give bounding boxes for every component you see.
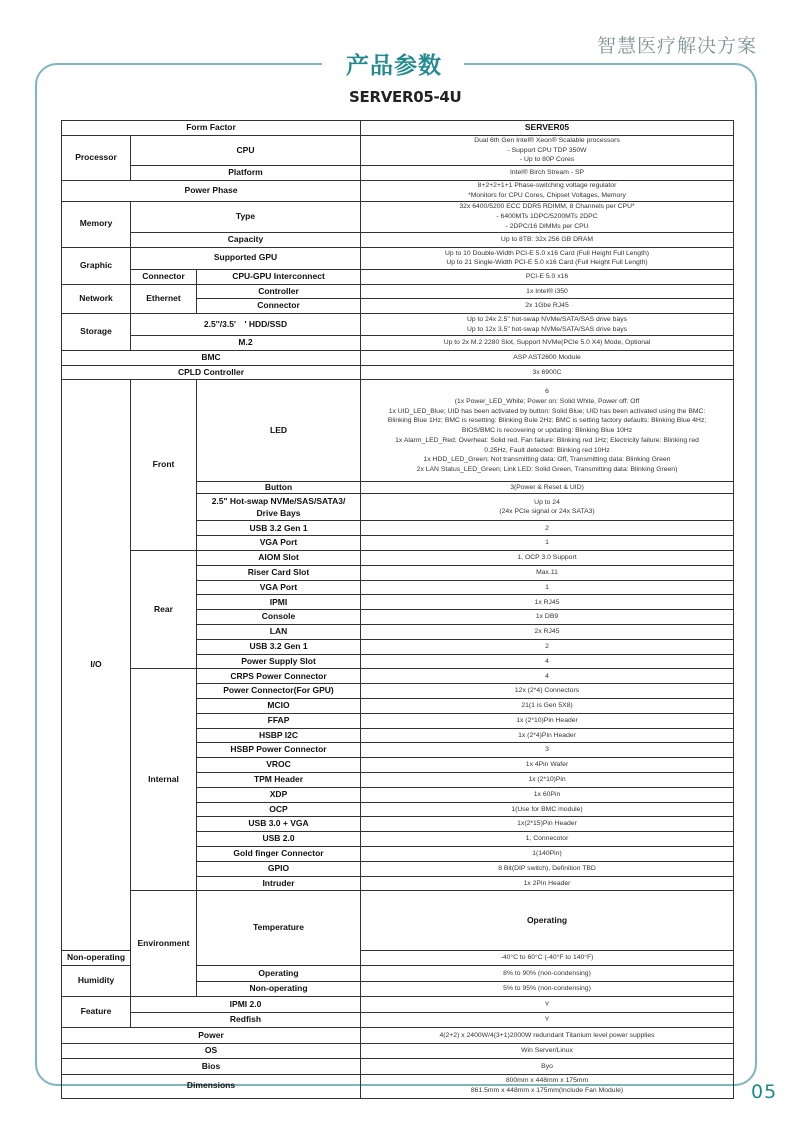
group-network: Network <box>62 284 131 314</box>
table-row <box>62 350 734 365</box>
table-row <box>62 314 734 336</box>
internal-label: HSBP I2C <box>197 728 361 743</box>
label-capacity: Capacity <box>131 232 361 247</box>
value-line: 8+2+2+1+1 Phase-switching voltage regulator <box>477 182 617 190</box>
internal-value: 8 Bit(DIP switch), Definition TBD <box>361 861 734 876</box>
rear-label: IPMI <box>197 595 361 610</box>
value-front-vga: 1 <box>361 536 734 551</box>
table-row <box>62 1043 734 1059</box>
value-bios: Byo <box>361 1059 734 1075</box>
value-line: (24x PCIe signal or 24x SATA3) <box>499 508 595 516</box>
value-line: 1x HDD_LED_Green; Not transmitting data: Off, Transmitting data: Blinking Green <box>423 456 671 464</box>
value-ipmi: Y <box>361 997 734 1013</box>
label-m2: M.2 <box>131 336 361 351</box>
rear-label: Riser Card Slot <box>197 565 361 580</box>
table-header-row <box>62 121 734 136</box>
table-row <box>62 284 734 299</box>
label-dimensions: Dimensions <box>62 1074 361 1098</box>
value-line: BIOS/BMC is recovering or updating: Blinking Blue 10Hz <box>461 427 633 435</box>
value-line: 861.5mm x 448mm x 175mm(Include Fan Module) <box>470 1087 624 1095</box>
model-title: SERVER05-4U <box>349 88 462 106</box>
value-line: *Monitors for CPU Cores, Chipset Voltages, Memory <box>468 191 626 199</box>
spec-table <box>61 120 734 1099</box>
value-line: Up to 21 Single-Width PCI-E 5.0 x16 Card (Full Height Full Length) <box>446 259 648 267</box>
internal-label: MCIO <box>197 699 361 714</box>
group-storage: Storage <box>62 314 131 351</box>
value-line: 1x Alarm_LED_Red; Overheat: Solid red, Fan failure: Blinking red 1Hz; Electricity failure: Blinking red <box>395 436 699 444</box>
label-connector: Connector <box>131 269 197 284</box>
value-line: Up to 12x 3.5" hot-swap NVMe/SATA/SAS drive bays <box>466 325 628 333</box>
internal-value: 1x(2*15)Pin Header <box>361 817 734 832</box>
value-memory-type <box>361 201 734 232</box>
value-hum-non-operating: 5% to 95% (non-condensing) <box>361 981 734 997</box>
group-processor: Processor <box>62 136 131 181</box>
value-line: - Up to 80P Cores <box>519 156 575 164</box>
table-row <box>62 380 734 482</box>
internal-label: FFAP <box>197 713 361 728</box>
internal-label: TPM Header <box>197 773 361 788</box>
label-bmc: BMC <box>62 350 361 365</box>
internal-label: HSBP Power Connector <box>197 743 361 758</box>
value-line: 6 <box>545 388 549 396</box>
label-cpu-gpu-interconnect: CPU-GPU Interconnect <box>197 269 361 284</box>
section-title: 产品参数 <box>346 53 442 79</box>
value-controller: 1x Intel® i350 <box>361 284 734 299</box>
rear-value: 2 <box>361 639 734 654</box>
rear-value: 1 <box>361 580 734 595</box>
value-net-connector: 2x 1Gbe RJ45 <box>361 299 734 314</box>
table-row <box>62 365 734 380</box>
value-temp-non-operating: -40°C to 60°C (-40°F to 140°F) <box>361 950 734 966</box>
internal-value: 21(1 is Gen 5X8) <box>361 699 734 714</box>
internal-value: 1, Connecotor <box>361 832 734 847</box>
label-hum-operating: Operating <box>197 966 361 982</box>
group-environment: Environment <box>131 891 197 997</box>
rear-value: 2x RJ45 <box>361 625 734 640</box>
label-power: Power <box>62 1028 361 1044</box>
label-cpu: CPU <box>131 136 361 166</box>
label-led: LED <box>197 380 361 482</box>
value-line: - Support CPU TDP 350W <box>507 146 587 154</box>
table-row <box>62 1059 734 1075</box>
rear-label: LAN <box>197 625 361 640</box>
internal-value: 1x 60Pin <box>361 787 734 802</box>
value-line: 2x LAN Status_LED_Green; Link LED: Solid Green, Transmitting data: Blinking Green) <box>416 465 678 473</box>
table-row <box>62 180 734 201</box>
internal-value: 1x (2*10)Pin Header <box>361 713 734 728</box>
value-drive-bays <box>361 494 734 521</box>
value-line: Up to 24x 2.5" hot-swap NVMe/SATA/SAS drive bays <box>466 315 628 323</box>
label-redfish: Redfish <box>131 1012 361 1028</box>
table-row <box>62 997 734 1013</box>
value-line: Up to 24 <box>534 498 560 506</box>
rear-label: Console <box>197 610 361 625</box>
internal-label: VROC <box>197 758 361 773</box>
label-supported-gpu: Supported GPU <box>131 247 361 269</box>
internal-label: Gold finger Connector <box>197 847 361 862</box>
internal-value: 12x (2*4) Connectors <box>361 684 734 699</box>
label-temp-operating: Operating <box>361 891 734 950</box>
label-ethernet: Ethernet <box>131 284 197 314</box>
value-capacity: Up to 8TB: 32x 256 GB DRAM <box>361 232 734 247</box>
table-row <box>62 247 734 269</box>
label-humidity: Humidity <box>62 966 131 997</box>
internal-label: XDP <box>197 787 361 802</box>
internal-value: 1x 4Pin Wafer <box>361 758 734 773</box>
value-line: Up to 10 Double-Width PCI-E 5.0 x16 Card (Full Height Full Length) <box>445 249 650 257</box>
group-memory: Memory <box>62 201 131 247</box>
rear-label: AIOM Slot <box>197 551 361 566</box>
value-led <box>361 380 734 482</box>
label-platform: Platform <box>131 166 361 181</box>
value-supported-gpu <box>361 247 734 269</box>
value-line: Blinking Blue 1Hz; BMC is resetting: Blinking Bule 2Hz; BMC is setting factory defaults: Blinking Blue 4Hz; <box>387 417 707 425</box>
table-row <box>62 891 734 950</box>
value-platform: Intel® Birch Stream - SP <box>361 166 734 181</box>
label-drive-bays: 2.5" Hot-swap NVMe/SAS/SATA3/ Drive Bays <box>197 494 361 521</box>
table-row <box>62 232 734 247</box>
rear-value: 4 <box>361 654 734 669</box>
group-feature: Feature <box>62 997 131 1028</box>
label-button: Button <box>197 482 361 494</box>
header-model: SERVER05 <box>361 121 734 136</box>
table-row <box>62 336 734 351</box>
label-hum-non-operating: Non-operating <box>197 981 361 997</box>
label-rear: Rear <box>131 551 197 669</box>
label-front-vga: VGA Port <box>197 536 361 551</box>
value-line: (1x Power_LED_White; Power on: Solid White, Power off: Off <box>454 398 640 406</box>
group-io: I/O <box>62 380 131 950</box>
group-graphic: Graphic <box>62 247 131 284</box>
table-row <box>62 551 734 566</box>
label-os: OS <box>62 1043 361 1059</box>
value-redfish: Y <box>361 1012 734 1028</box>
value-button: 3(Power & Reset & UID) <box>361 482 734 494</box>
label-temperature: Temperature <box>197 891 361 966</box>
internal-value: 1x (2*10)Pin <box>361 773 734 788</box>
table-row <box>62 1028 734 1044</box>
value-line: 32x 6400/5200 ECC DDR5 RDIMM, 8 Channels per CPU* <box>459 203 635 211</box>
value-power: 4(2+2) x 2400W/4(3+1)2000W redundant Titanium level power supplies <box>361 1028 734 1044</box>
internal-value: 4 <box>361 669 734 684</box>
value-os: Win Server/Linux <box>361 1043 734 1059</box>
rear-value: 1x RJ45 <box>361 595 734 610</box>
value-power-phase <box>361 180 734 201</box>
value-cpld: 3x 6900C <box>361 365 734 380</box>
internal-label: USB 2.0 <box>197 832 361 847</box>
label-net-connector: Connector <box>197 299 361 314</box>
value-line: 0.25Hz, Fault detected: Blinking red 10Hz <box>484 446 610 454</box>
brand-title: 智慧医疗解决方案 <box>596 35 757 57</box>
label-internal: Internal <box>131 669 197 891</box>
rear-value: 1, OCP 3.0 Support <box>361 551 734 566</box>
label-front: Front <box>131 380 197 551</box>
label-power-phase: Power Phase <box>62 180 361 201</box>
internal-label: CRPS Power Connector <box>197 669 361 684</box>
table-row <box>62 201 734 232</box>
label-bios: Bios <box>62 1059 361 1075</box>
value-line: 800mm x 448mm x 175mm <box>505 1077 589 1085</box>
internal-label: OCP <box>197 802 361 817</box>
label-cpld: CPLD Controller <box>62 365 361 380</box>
rear-label: VGA Port <box>197 580 361 595</box>
value-m2: Up to 2x M.2 2280 Slot, Support NVMe(PCIe 5.0 X4) Mode, Optional <box>361 336 734 351</box>
rear-label: USB 3.2 Gen 1 <box>197 639 361 654</box>
value-dimensions <box>361 1074 734 1098</box>
rear-value: 1x DB9 <box>361 610 734 625</box>
rear-label: Power Supply Slot <box>197 654 361 669</box>
value-cpu <box>361 136 734 166</box>
table-row <box>62 1074 734 1098</box>
internal-value: 3 <box>361 743 734 758</box>
table-row <box>62 166 734 181</box>
value-line: 1x UID_LED_Blue; UID has been activated by button: Solid Blue; UID has been activated using the BMC: <box>388 407 706 415</box>
value-hum-operating: 8% to 90% (non-condensing) <box>361 966 734 982</box>
value-bmc: ASP AST2600 Module <box>361 350 734 365</box>
label-ipmi: IPMI 2.0 <box>131 997 361 1013</box>
label-hdd-ssd: 2.5''/3.5' ' HDD/SSD <box>131 314 361 336</box>
value-hdd-ssd <box>361 314 734 336</box>
value-line: - 6400MTs 1DPC/5200MTs 2DPC <box>496 213 598 221</box>
table-row <box>62 669 734 684</box>
value-front-usb: 2 <box>361 521 734 536</box>
internal-label: GPIO <box>197 861 361 876</box>
page-number: 05 <box>751 1081 778 1103</box>
table-row <box>62 1012 734 1028</box>
internal-label: USB 3.0 + VGA <box>197 817 361 832</box>
value-line: - 2DPC/16 DIMMs per CPU <box>505 222 589 230</box>
table-row <box>62 136 734 166</box>
internal-label: Intruder <box>197 876 361 891</box>
internal-label: Power Connector(For GPU) <box>197 684 361 699</box>
value-cpu-gpu-interconnect: PCI-E 5.0 x16 <box>361 269 734 284</box>
label-controller: Controller <box>197 284 361 299</box>
internal-value: 1(140Pin) <box>361 847 734 862</box>
header-form-factor: Form Factor <box>62 121 361 136</box>
rear-value: Max.11 <box>361 565 734 580</box>
internal-value: 1(Use for BMC module) <box>361 802 734 817</box>
label-memory-type: Type <box>131 201 361 232</box>
table-row <box>62 269 734 284</box>
internal-value: 1x 2Pin Header <box>361 876 734 891</box>
label-temp-non-operating: Non-operating <box>62 950 131 966</box>
value-line: Dual 6th Gen Intel® Xeon® Scalable processors <box>474 137 620 144</box>
label-front-usb: USB 3.2 Gen 1 <box>197 521 361 536</box>
internal-value: 1x (2*4)Pin Header <box>361 728 734 743</box>
